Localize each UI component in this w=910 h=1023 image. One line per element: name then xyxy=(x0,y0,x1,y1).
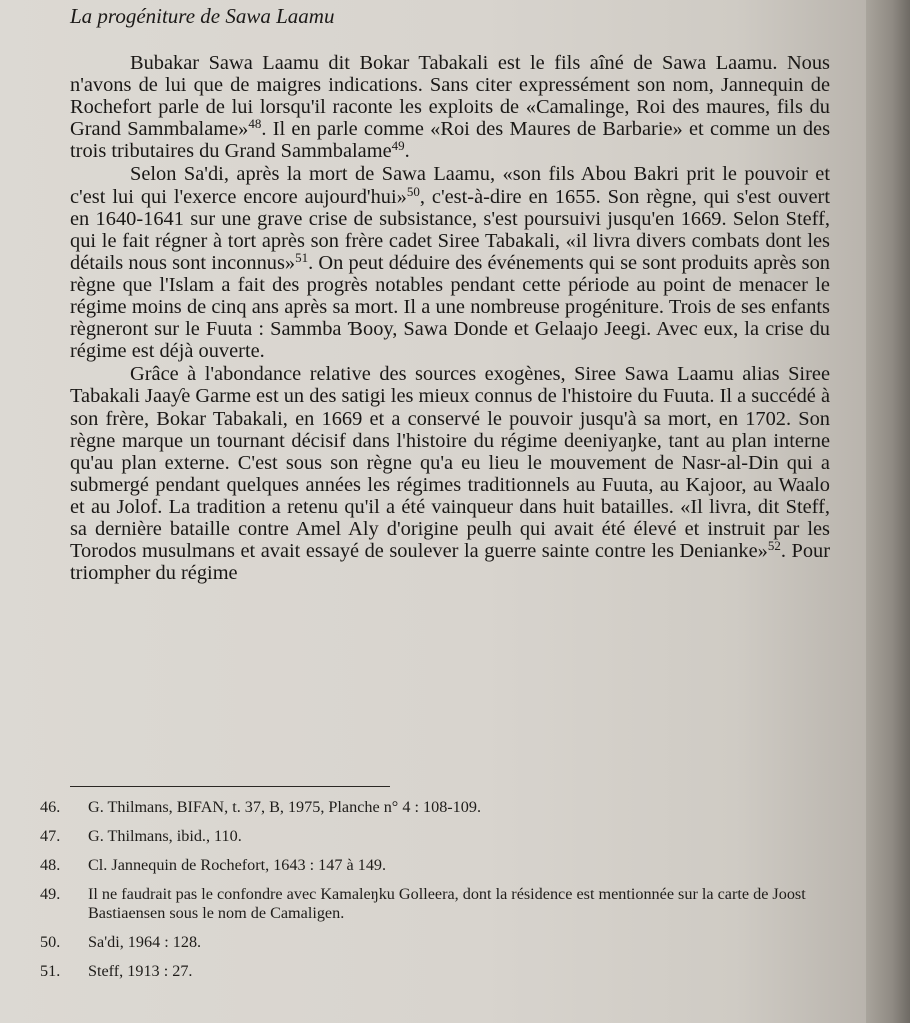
footnote xyxy=(40,933,832,952)
footnote xyxy=(40,856,832,875)
footnote-ref: 49 xyxy=(391,138,405,154)
footnote xyxy=(40,962,832,981)
running-head: La progéniture de Sawa Laamu xyxy=(70,4,335,28)
next-page-edge xyxy=(866,0,910,1023)
footnotes xyxy=(40,798,832,991)
footnote xyxy=(40,885,832,923)
footnote-text: Sa'di, 1964 : 128. xyxy=(88,933,202,951)
footnote-text: Steff, 1913 : 27. xyxy=(88,962,193,980)
footnote-text: Il ne faudrait pas le confondre avec Kamaleŋku Golleera, dont la résidence est mentionnée sur la carte de Joost Bastiaensen sous le nom de Camaligen. xyxy=(88,885,806,922)
footnote-ref: 50 xyxy=(406,183,420,199)
paragraph: Selon Sa'di, après la mort de Sawa Laamu, «son fils Abou Bakri prit le pouvoir et c'est lui qui l'exerce encore aujourd'hui»$^{50}$, c'est-à-dire en 1655. Son règne, qui s'est ouvert en 1640-1641 sur une grave crise de subsistance, s'est poursuivi jusqu'en 1669. Selon Steff, qui le fait régner à tort après son frère cadet Siree Tabakali, «il livra divers combats dont les détails nous sont inconnus»$^{51}$. On peut déduire des événements qui se sont produits après son règne que l'Islam a fait des progrès notables pendant cette période au point de menacer le régime moins de cinq ans après sa mort. Il a une nombreuse progéniture. Trois de ses enfants règneront sur le Fuuta : Sammba Ɓooy, Sawa Donde et Gelaajo Jeegi. Avec eux, la crise du régime est déjà ouverte. xyxy=(70,163,830,363)
footnote-divider xyxy=(70,786,390,787)
footnote-ref: 51 xyxy=(295,249,309,265)
footnote xyxy=(40,798,832,817)
footnote xyxy=(40,827,832,846)
paragraph: Grâce à l'abondance relative des sources exogènes, Siree Sawa Laamu alias Siree Tabakali Jaaƴe Garme est un des satigi les mieux connus de l'histoire du Fuuta. Il a succédé à son frère, Bokar Tabakali, en 1669 et a conservé le pouvoir jusqu'à sa mort, en 1702. Son règne marque un tournant décisif dans l'histoire du régime deeniyaŋke, tant au plan interne qu'au plan externe. C'est sous son règne qu'a eu lieu le mouvement de Nasr-al-Din qui a submergé pendant quelques années les régimes traditionnels au Fuuta, au Kajoor, au Waalo et au Jolof. La tradition a retenu qu'il a été vainqueur dans huit batailles. «Il livra, dit Steff, sa dernière bataille contre Amel Aly d'origine peulh qui avait été élevé et instruit par les Torodos musulmans et avait essayé de soulever la guerre sainte contre les Denianke»$^{52}$. Pour triompher du régime xyxy=(70,363,831,585)
footnote-ref: 48 xyxy=(248,116,262,132)
footnote-number: 50. xyxy=(40,933,61,951)
footnote-text: G. Thilmans, BIFAN, t. 37, B, 1975, Planche n° 4 : 108-109. xyxy=(88,798,482,816)
footnote-ref: 52 xyxy=(767,538,781,554)
footnote-number: 49. xyxy=(40,885,61,903)
footnote-text: Cl. Jannequin de Rochefort, 1643 : 147 à 149. xyxy=(88,856,387,874)
body-text xyxy=(70,52,830,584)
footnote-number: 48. xyxy=(40,856,61,874)
footnote-number: 47. xyxy=(40,827,61,845)
paragraph: Bubakar Sawa Laamu dit Bokar Tabakali est le fils aîné de Sawa Laamu. Nous n'avons de lui que de maigres indications. Sans citer expressément son nom, Jannequin de Rochefort parle de lui lorsqu'il raconte les exploits de «Camalinge, Roi des maures, fils du Grand Sammbalame»$^{48}$. Il en parle comme «Roi des Maures de Barbarie» et comme un des trois tributaires du Grand Sammbalame$^{49}$. xyxy=(70,52,831,163)
footnote-text: G. Thilmans, ibid., 110. xyxy=(88,827,242,845)
footnote-number: 51. xyxy=(40,962,61,980)
footnote-number: 46. xyxy=(40,798,61,816)
